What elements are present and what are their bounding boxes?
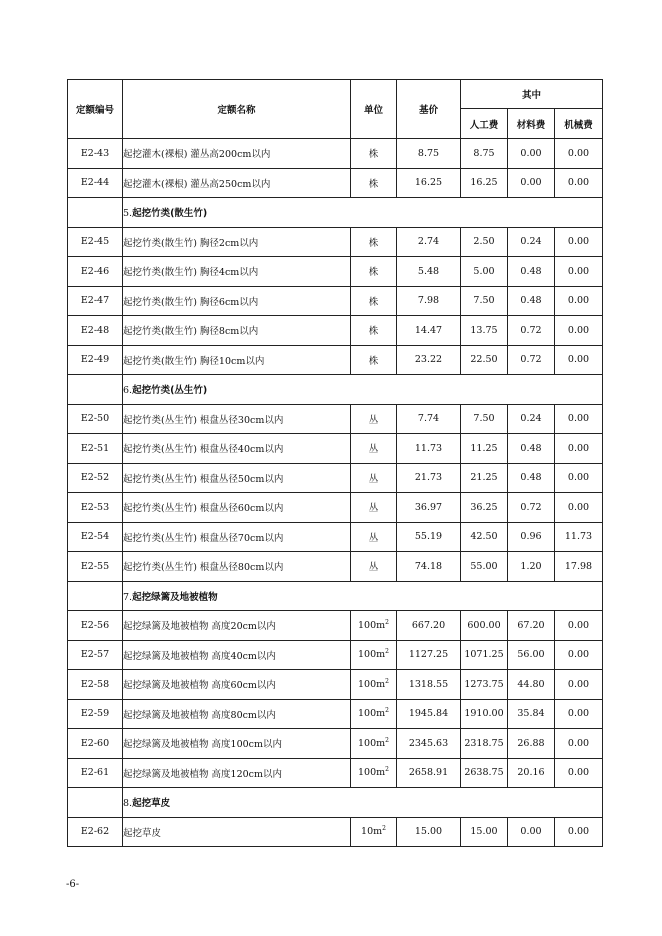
- machine-cell: 0.00: [555, 227, 603, 257]
- page-number: -6-: [66, 879, 80, 890]
- header-labor: 人工费: [461, 109, 508, 139]
- unit-text: 100m: [358, 619, 386, 631]
- machine-cell: 0.00: [555, 729, 603, 759]
- header-code: 定额编号: [68, 80, 123, 139]
- unit-text: 丛: [368, 532, 379, 544]
- section-number: 6.: [123, 385, 133, 397]
- material-cell: 0.24: [508, 404, 555, 434]
- base-price-cell: 2345.63: [397, 729, 461, 759]
- base-price-cell: 5.48: [397, 257, 461, 287]
- base-price-cell: 36.97: [397, 493, 461, 523]
- unit-cell: [351, 729, 397, 759]
- machine-cell: 0.00: [555, 286, 603, 316]
- section-empty-cell: [68, 198, 123, 228]
- labor-cell: 21.25: [461, 463, 508, 493]
- material-cell: 0.00: [508, 817, 555, 847]
- machine-cell: 0.00: [555, 611, 603, 641]
- machine-cell: 0.00: [555, 463, 603, 493]
- unit-superscript: 2: [385, 618, 389, 626]
- table-row: [68, 699, 603, 729]
- material-cell: 0.00: [508, 168, 555, 198]
- unit-cell: [351, 758, 397, 788]
- base-price-cell: 23.22: [397, 345, 461, 375]
- material-cell: 44.80: [508, 670, 555, 700]
- code-cell: E2-50: [68, 404, 123, 434]
- unit-cell: [351, 670, 397, 700]
- base-price-cell: 15.00: [397, 817, 461, 847]
- unit-cell: [351, 139, 397, 169]
- code-cell: E2-54: [68, 522, 123, 552]
- table-row: [68, 493, 603, 523]
- unit-superscript: 2: [385, 648, 389, 656]
- section-title: [123, 375, 603, 405]
- code-cell: E2-60: [68, 729, 123, 759]
- unit-cell: [351, 493, 397, 523]
- machine-cell: 0.00: [555, 640, 603, 670]
- table-row: [68, 316, 603, 346]
- section-title: [123, 581, 603, 611]
- labor-cell: 8.75: [461, 139, 508, 169]
- material-cell: 1.20: [508, 552, 555, 582]
- material-cell: 0.72: [508, 493, 555, 523]
- base-price-cell: 7.98: [397, 286, 461, 316]
- header-unit: 单位: [351, 80, 397, 139]
- code-cell: E2-49: [68, 345, 123, 375]
- name-cell: 起挖绿篱及地被植物 高度40cm以内: [123, 640, 351, 670]
- unit-text: 100m: [358, 767, 386, 779]
- name-cell: 起挖绿篱及地被植物 高度60cm以内: [123, 670, 351, 700]
- labor-cell: 5.00: [461, 257, 508, 287]
- unit-text: 丛: [368, 414, 379, 426]
- material-cell: 0.48: [508, 257, 555, 287]
- unit-cell: [351, 552, 397, 582]
- machine-cell: 0.00: [555, 817, 603, 847]
- code-cell: E2-59: [68, 699, 123, 729]
- unit-cell: [351, 611, 397, 641]
- code-cell: E2-58: [68, 670, 123, 700]
- section-number: 7.: [123, 591, 133, 603]
- section-title-text: 起挖草皮: [132, 798, 171, 810]
- section-row: [68, 788, 603, 818]
- unit-text: 株: [368, 149, 379, 161]
- table-row: [68, 670, 603, 700]
- machine-cell: 0.00: [555, 670, 603, 700]
- material-cell: 0.72: [508, 345, 555, 375]
- name-cell: 起挖竹类(丛生竹) 根盘丛径70cm以内: [123, 522, 351, 552]
- material-cell: 26.88: [508, 729, 555, 759]
- unit-cell: [351, 699, 397, 729]
- unit-text: 丛: [368, 562, 379, 574]
- labor-cell: 1273.75: [461, 670, 508, 700]
- table-row: [68, 552, 603, 582]
- table-header: [68, 80, 603, 139]
- name-cell: 起挖竹类(散生竹) 胸径2cm以内: [123, 227, 351, 257]
- labor-cell: 36.25: [461, 493, 508, 523]
- labor-cell: 1071.25: [461, 640, 508, 670]
- machine-cell: 0.00: [555, 257, 603, 287]
- code-cell: E2-43: [68, 139, 123, 169]
- base-price-cell: 2658.91: [397, 758, 461, 788]
- labor-cell: 2638.75: [461, 758, 508, 788]
- machine-cell: 0.00: [555, 316, 603, 346]
- machine-cell: 0.00: [555, 699, 603, 729]
- machine-cell: 17.98: [555, 552, 603, 582]
- table-row: [68, 729, 603, 759]
- code-cell: E2-62: [68, 817, 123, 847]
- section-empty-cell: [68, 788, 123, 818]
- unit-text: 丛: [368, 444, 379, 456]
- unit-text: 株: [368, 355, 379, 367]
- name-cell: 起挖竹类(丛生竹) 根盘丛径50cm以内: [123, 463, 351, 493]
- name-cell: 起挖竹类(丛生竹) 根盘丛径80cm以内: [123, 552, 351, 582]
- table-body: [68, 139, 603, 847]
- code-cell: E2-52: [68, 463, 123, 493]
- material-cell: 0.48: [508, 434, 555, 464]
- table-row: [68, 611, 603, 641]
- table-row: [68, 286, 603, 316]
- machine-cell: 0.00: [555, 139, 603, 169]
- table-row: [68, 434, 603, 464]
- unit-cell: [351, 463, 397, 493]
- material-cell: 0.24: [508, 227, 555, 257]
- code-cell: E2-45: [68, 227, 123, 257]
- unit-text: 丛: [368, 503, 379, 515]
- section-empty-cell: [68, 375, 123, 405]
- header-name: 定额名称: [123, 80, 351, 139]
- unit-cell: [351, 316, 397, 346]
- table-row: [68, 522, 603, 552]
- unit-superscript: 2: [385, 766, 389, 774]
- machine-cell: 0.00: [555, 493, 603, 523]
- name-cell: 起挖绿篱及地被植物 高度120cm以内: [123, 758, 351, 788]
- material-cell: 35.84: [508, 699, 555, 729]
- code-cell: E2-48: [68, 316, 123, 346]
- unit-cell: [351, 640, 397, 670]
- section-row: [68, 375, 603, 405]
- base-price-cell: 21.73: [397, 463, 461, 493]
- code-cell: E2-53: [68, 493, 123, 523]
- section-number: 8.: [123, 798, 133, 810]
- unit-text: 100m: [358, 678, 386, 690]
- base-price-cell: 8.75: [397, 139, 461, 169]
- labor-cell: 11.25: [461, 434, 508, 464]
- header-machine: 机械费: [555, 109, 603, 139]
- machine-cell: 0.00: [555, 758, 603, 788]
- code-cell: E2-56: [68, 611, 123, 641]
- name-cell: 起挖竹类(散生竹) 胸径8cm以内: [123, 316, 351, 346]
- machine-cell: 0.00: [555, 404, 603, 434]
- name-cell: 起挖绿篱及地被植物 高度80cm以内: [123, 699, 351, 729]
- unit-text: 株: [368, 267, 379, 279]
- base-price-cell: 2.74: [397, 227, 461, 257]
- code-cell: E2-51: [68, 434, 123, 464]
- unit-cell: [351, 817, 397, 847]
- unit-cell: [351, 168, 397, 198]
- unit-superscript: 2: [385, 677, 389, 685]
- machine-cell: 11.73: [555, 522, 603, 552]
- name-cell: 起挖绿篱及地被植物 高度20cm以内: [123, 611, 351, 641]
- code-cell: E2-46: [68, 257, 123, 287]
- machine-cell: 0.00: [555, 345, 603, 375]
- table-row: [68, 227, 603, 257]
- machine-cell: 0.00: [555, 434, 603, 464]
- table-row: [68, 817, 603, 847]
- name-cell: 起挖竹类(散生竹) 胸径10cm以内: [123, 345, 351, 375]
- unit-text: 100m: [358, 737, 386, 749]
- unit-cell: [351, 286, 397, 316]
- section-title: [123, 788, 603, 818]
- table-row: [68, 168, 603, 198]
- material-cell: 0.48: [508, 286, 555, 316]
- name-cell: 起挖竹类(丛生竹) 根盘丛径30cm以内: [123, 404, 351, 434]
- unit-text: 株: [368, 326, 379, 338]
- header-material: 材料费: [508, 109, 555, 139]
- name-cell: 起挖竹类(散生竹) 胸径6cm以内: [123, 286, 351, 316]
- unit-superscript: 2: [385, 736, 389, 744]
- unit-text: 丛: [368, 473, 379, 485]
- labor-cell: 2318.75: [461, 729, 508, 759]
- name-cell: 起挖竹类(丛生竹) 根盘丛径40cm以内: [123, 434, 351, 464]
- material-cell: 0.00: [508, 139, 555, 169]
- labor-cell: 42.50: [461, 522, 508, 552]
- table-row: [68, 404, 603, 434]
- unit-text: 株: [368, 237, 379, 249]
- code-cell: E2-61: [68, 758, 123, 788]
- labor-cell: 15.00: [461, 817, 508, 847]
- unit-text: 株: [368, 178, 379, 190]
- quota-table: [67, 79, 603, 847]
- unit-text: 10m: [361, 826, 383, 838]
- labor-cell: 600.00: [461, 611, 508, 641]
- table-row: [68, 640, 603, 670]
- name-cell: 起挖灌木(裸根) 灌丛高250cm以内: [123, 168, 351, 198]
- name-cell: 起挖草皮: [123, 817, 351, 847]
- labor-cell: 13.75: [461, 316, 508, 346]
- unit-text: 100m: [358, 708, 386, 720]
- base-price-cell: 7.74: [397, 404, 461, 434]
- base-price-cell: 11.73: [397, 434, 461, 464]
- labor-cell: 2.50: [461, 227, 508, 257]
- code-cell: E2-57: [68, 640, 123, 670]
- base-price-cell: 1127.25: [397, 640, 461, 670]
- section-title-text: 起挖竹类(散生竹): [132, 208, 208, 220]
- base-price-cell: 74.18: [397, 552, 461, 582]
- section-title-text: 起挖竹类(丛生竹): [132, 385, 208, 397]
- machine-cell: 0.00: [555, 168, 603, 198]
- code-cell: E2-44: [68, 168, 123, 198]
- unit-cell: [351, 257, 397, 287]
- base-price-cell: 55.19: [397, 522, 461, 552]
- unit-superscript: 2: [382, 825, 386, 833]
- code-cell: E2-55: [68, 552, 123, 582]
- section-title: [123, 198, 603, 228]
- base-price-cell: 1318.55: [397, 670, 461, 700]
- section-title-text: 起挖绿篱及地被植物: [132, 591, 218, 603]
- base-price-cell: 1945.84: [397, 699, 461, 729]
- header-base-price: 基价: [397, 80, 461, 139]
- unit-text: 株: [368, 296, 379, 308]
- table-row: [68, 463, 603, 493]
- name-cell: 起挖竹类(散生竹) 胸径4cm以内: [123, 257, 351, 287]
- material-cell: 20.16: [508, 758, 555, 788]
- labor-cell: 16.25: [461, 168, 508, 198]
- table-row: [68, 139, 603, 169]
- section-row: [68, 198, 603, 228]
- labor-cell: 22.50: [461, 345, 508, 375]
- section-number: 5.: [123, 208, 133, 220]
- table-row: [68, 758, 603, 788]
- unit-cell: [351, 434, 397, 464]
- unit-cell: [351, 345, 397, 375]
- base-price-cell: 14.47: [397, 316, 461, 346]
- name-cell: 起挖绿篱及地被植物 高度100cm以内: [123, 729, 351, 759]
- table-row: [68, 257, 603, 287]
- base-price-cell: 16.25: [397, 168, 461, 198]
- name-cell: 起挖灌木(裸根) 灌丛高200cm以内: [123, 139, 351, 169]
- unit-text: 100m: [358, 649, 386, 661]
- material-cell: 67.20: [508, 611, 555, 641]
- section-row: [68, 581, 603, 611]
- unit-cell: [351, 227, 397, 257]
- material-cell: 0.96: [508, 522, 555, 552]
- code-cell: E2-47: [68, 286, 123, 316]
- material-cell: 56.00: [508, 640, 555, 670]
- base-price-cell: 667.20: [397, 611, 461, 641]
- material-cell: 0.48: [508, 463, 555, 493]
- labor-cell: 55.00: [461, 552, 508, 582]
- table-row: [68, 345, 603, 375]
- labor-cell: 7.50: [461, 286, 508, 316]
- header-group: 其中: [461, 80, 603, 109]
- labor-cell: 7.50: [461, 404, 508, 434]
- section-empty-cell: [68, 581, 123, 611]
- unit-superscript: 2: [385, 707, 389, 715]
- labor-cell: 1910.00: [461, 699, 508, 729]
- unit-cell: [351, 404, 397, 434]
- unit-cell: [351, 522, 397, 552]
- name-cell: 起挖竹类(丛生竹) 根盘丛径60cm以内: [123, 493, 351, 523]
- material-cell: 0.72: [508, 316, 555, 346]
